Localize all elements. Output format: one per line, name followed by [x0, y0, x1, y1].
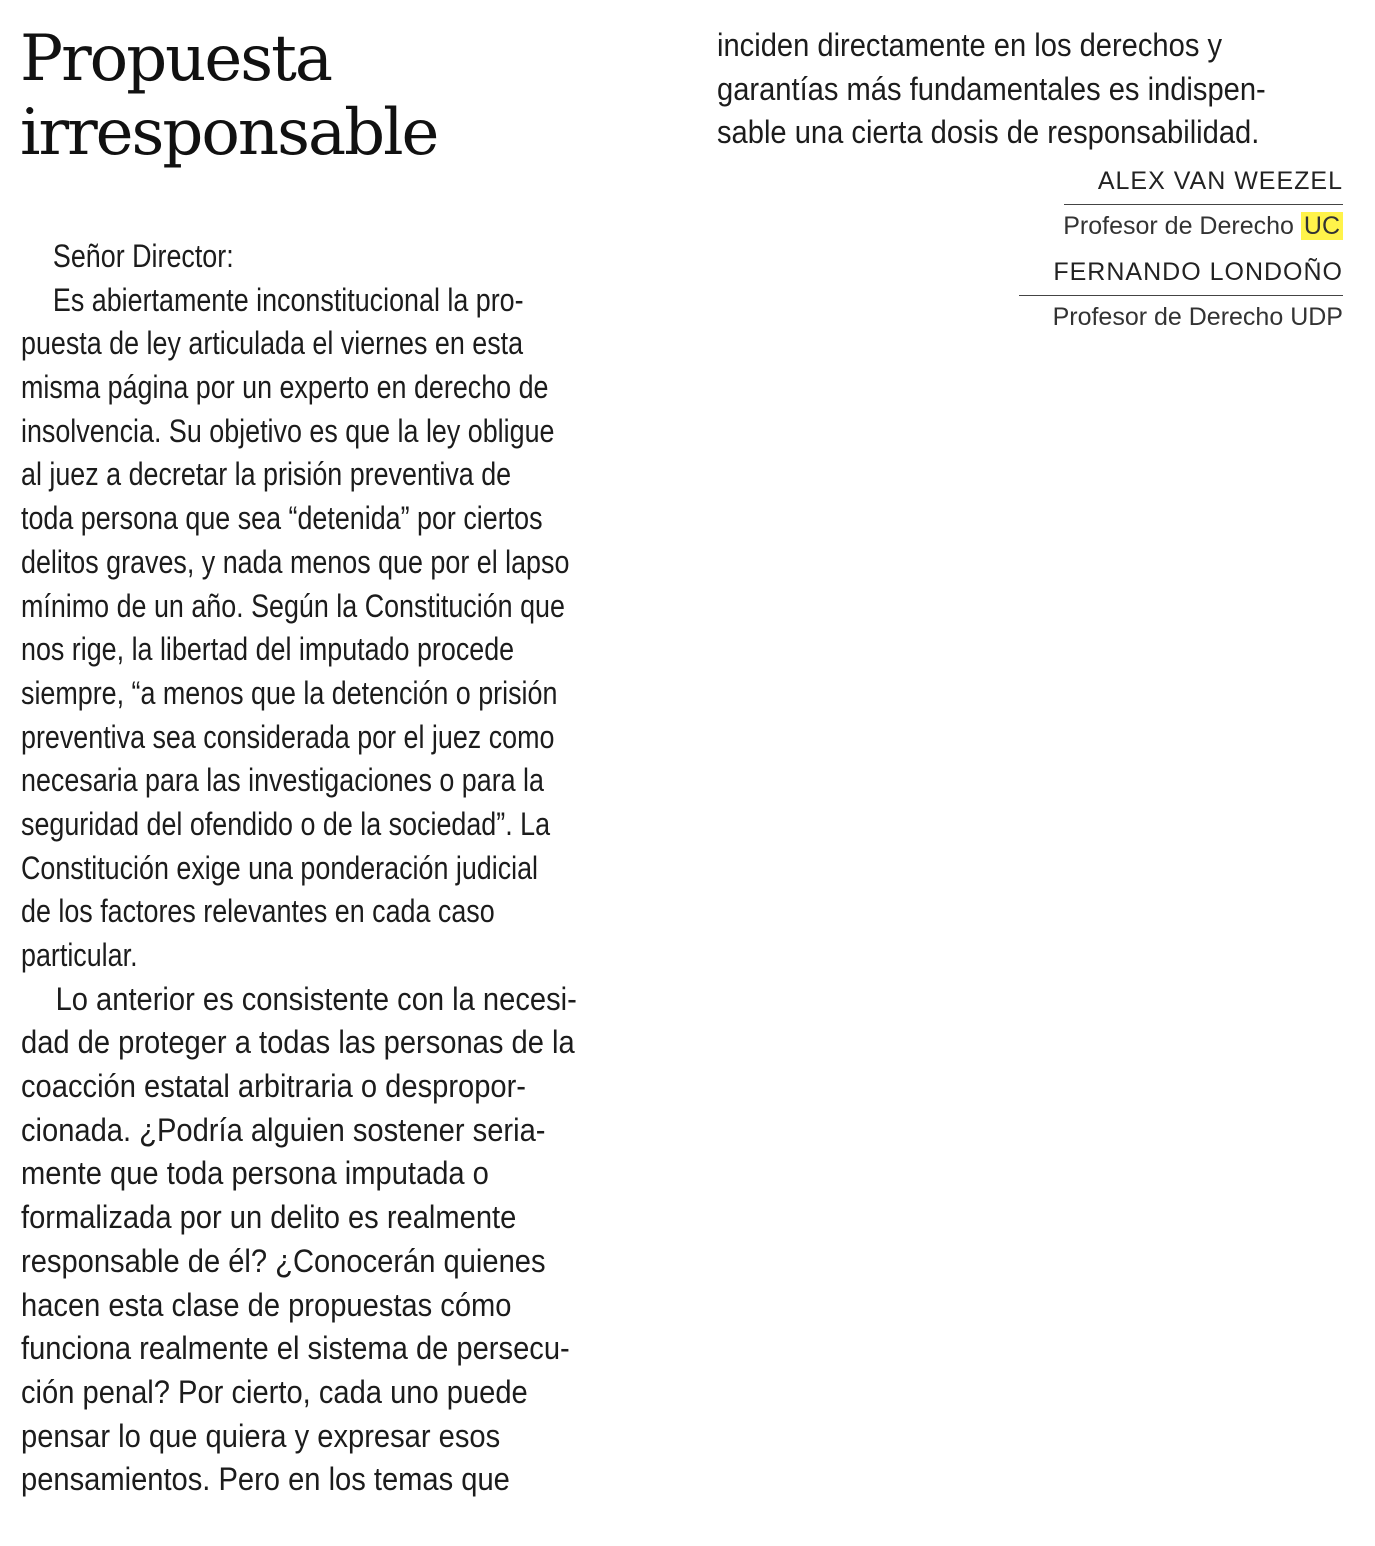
- highlighted-affiliation: UC: [1301, 212, 1343, 240]
- paragraph-1-line: al juez a decretar la prisión preventiva de: [21, 456, 512, 493]
- paragraph-1-line: seguridad del ofendido o de la sociedad”. La: [21, 805, 551, 842]
- paragraph-1-line: Constitución exige una ponderación judicial: [21, 849, 539, 886]
- signature-name: ALEX VAN WEEZEL: [1064, 164, 1343, 205]
- paragraph-2-line: cionada. ¿Podría alguien sostener seria-: [21, 1111, 546, 1148]
- paragraph-1-line: siempre, “a menos que la detención o prisión: [21, 674, 558, 711]
- paragraph-1-line: delitos graves, y nada menos que por el lapso: [21, 543, 570, 580]
- signature-role-title: Profesor de Derecho: [1052, 303, 1284, 331]
- paragraph-1-line: de los factores relevantes en cada caso: [21, 893, 495, 930]
- paragraph-1: [21, 279, 646, 978]
- paragraph-1-line: particular.: [21, 937, 138, 973]
- paragraph-1-line: mínimo de un año. Según la Constitución que: [21, 587, 565, 624]
- paragraph-1-line: preventiva sea considerada por el juez como: [21, 718, 555, 755]
- headline-line-1: Propuesta: [20, 22, 331, 96]
- signature-affiliation: UDP: [1290, 303, 1343, 331]
- paragraph-2-line: pensar lo que quiera y expresar esos: [21, 1417, 501, 1454]
- paragraph-2-line: ción penal? Por cierto, cada uno puede: [21, 1373, 528, 1410]
- paragraph-2-line: responsable de él? ¿Conocerán quienes: [21, 1242, 546, 1279]
- paragraph-1-line: toda persona que sea “detenida” por ciertos: [21, 500, 543, 537]
- paragraph-2-line: hacen esta clase de propuestas cómo: [21, 1286, 512, 1323]
- signature-block: [1019, 164, 1343, 346]
- paragraph-1-line: insolvencia. Su objetivo es que la ley obligue: [21, 412, 555, 449]
- continuation-line: inciden directamente en los derechos y: [717, 27, 1223, 63]
- headline: [20, 22, 660, 170]
- salutation: Señor Director:: [52, 238, 234, 274]
- signature-name: FERNANDO LONDOÑO: [1019, 255, 1343, 296]
- paragraph-1-line: nos rige, la libertad del imputado procede: [21, 631, 515, 668]
- paragraph-2-line: Lo anterior es consistente con la necesi-: [55, 980, 577, 1017]
- letter-column-left: [21, 235, 646, 1502]
- paragraph-2-line: formalizada por un delito es realmente: [21, 1199, 517, 1236]
- paragraph-1-line: misma página por un experto en derecho de: [21, 369, 549, 406]
- continuation-line: sable una cierta dosis de responsabilidad.: [717, 114, 1260, 151]
- headline-line-2: irresponsable: [20, 96, 438, 170]
- signature-role: [1019, 205, 1343, 247]
- paragraph-2-line: pensamientos. Pero en los temas que: [21, 1461, 510, 1498]
- paragraph-1-line: necesaria para las investigaciones o para la: [21, 762, 544, 799]
- signature-role-title: Profesor de Derecho: [1063, 212, 1294, 240]
- paragraph-1-line: Es abiertamente inconstitucional la pro-: [52, 281, 524, 318]
- continuation-line: garantías más fundamentales es indispen-: [717, 70, 1266, 107]
- paragraph-1-line: puesta de ley articulada el viernes en esta: [21, 325, 524, 362]
- paragraph-2: [21, 978, 646, 1502]
- paragraph-2-line: coacción estatal arbitraria o despropor-: [21, 1068, 527, 1105]
- signature-2: [1019, 255, 1343, 338]
- paragraph-2-line: funciona realmente el sistema de persecu-: [21, 1330, 570, 1367]
- letter-column-right: [717, 24, 1345, 155]
- signature-role: [1019, 296, 1343, 338]
- paragraph-2-line: dad de proteger a todas las personas de la: [21, 1024, 575, 1061]
- paragraph-2-line: mente que toda persona imputada o: [21, 1155, 489, 1192]
- signature-1: [1019, 164, 1343, 247]
